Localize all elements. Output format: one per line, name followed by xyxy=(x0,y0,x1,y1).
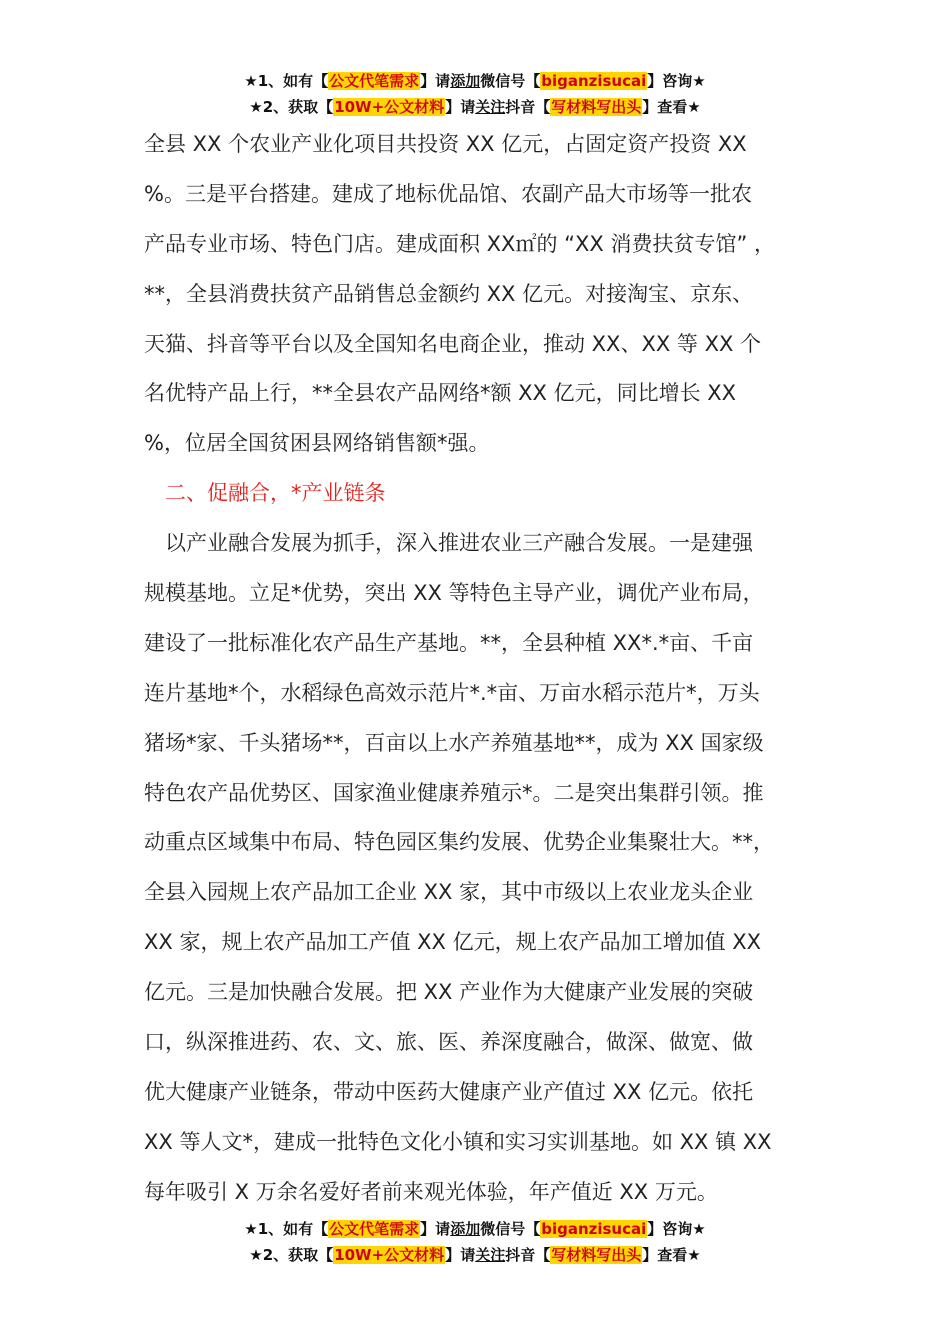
body-line: 以产业融合发展为抓手，深入推进农业三产融合发展。一是建强 xyxy=(144,531,753,556)
banner-text: 】请 xyxy=(420,1220,451,1238)
body-line: 全县入园规上农产品加工企业 XX 家，其中市级以上农业龙头企业 xyxy=(144,880,754,905)
body-line: XX 家，规上农产品加工产值 XX 亿元，规上农产品加工增加值 XX xyxy=(144,930,762,955)
banner-line-2 xyxy=(0,1242,950,1268)
body-line: 天猫、抖音等平台以及全国知名电商企业，推动 XX、XX 等 XX 个 xyxy=(144,331,762,356)
body-line: 亿元。三是加快融合发展。把 XX 产业作为大健康产业发展的突破 xyxy=(144,980,754,1005)
body-line: 全县 XX 个农业产业化项目共投资 XX 亿元，占固定资产投资 XX xyxy=(144,132,747,156)
body-line: %。三是平台搭建。建成了地标优品馆、农副产品大市场等一批农 xyxy=(144,181,752,206)
banner-text: 】查看★ xyxy=(642,98,701,116)
body-line: 规模基地。立足*优势，突出 XX 等特色主导产业，调优产业布局， xyxy=(144,581,764,606)
body-line: 口，纵深推进药、农、文、旅、医、养深度融合，做深、做宽、做 xyxy=(144,1030,753,1055)
body-line: XX 等人文*，建成一批特色文化小镇和实习实训基地。如 XX 镇 XX xyxy=(144,1129,772,1154)
body-line: 特色农产品优势区、国家渔业健康养殖示*。二是突出集群引领。推 xyxy=(144,780,764,805)
bottom-banner xyxy=(0,1216,950,1268)
body-line: 名优特产品上行，**全县农产品网络*额 XX 亿元，同比增长 XX xyxy=(144,381,737,406)
body-line: 产品专业市场、特色门店。建成面积 XX㎡的 “XX 消费扶贫专馆” ， xyxy=(144,231,776,256)
banner-text: 】查看★ xyxy=(642,1246,701,1264)
banner-highlight: biganzisucai xyxy=(541,72,647,90)
banner-highlight: 写材料写出头 xyxy=(551,1246,642,1264)
banner-line-1 xyxy=(0,1216,950,1242)
banner-highlight: 10W+公文材料 xyxy=(334,1246,445,1264)
body-line: **，全县消费扶贫产品销售总金额约 XX 亿元。对接淘宝、京东、 xyxy=(144,281,754,306)
banner-text: ★2、获取【 xyxy=(249,1246,334,1264)
banner-text: 】咨询★ xyxy=(647,72,706,90)
body-line: 每年吸引 X 万余名爱好者前来观光体验，年产值近 XX 万元。 xyxy=(144,1179,718,1204)
banner-text: 】请 xyxy=(445,1246,476,1264)
banner-text: ★2、获取【 xyxy=(249,98,334,116)
document-body xyxy=(144,120,812,1218)
banner-text: 微信号【 xyxy=(480,1220,541,1238)
body-line: 优大健康产业链条，带动中医药大健康产业产值过 XX 亿元。依托 xyxy=(144,1079,754,1104)
banner-text: 】请 xyxy=(420,72,451,90)
banner-line-1 xyxy=(0,68,950,94)
body-line: %，位居全国贫困县网络销售额*强。 xyxy=(144,431,490,456)
top-banner xyxy=(0,68,950,120)
banner-text: 抖音【 xyxy=(505,98,551,116)
banner-highlight: biganzisucai xyxy=(541,1220,647,1238)
banner-text: 抖音【 xyxy=(505,1246,551,1264)
body-line: 动重点区域集中布局、特色园区集约发展、优势企业集聚壮大。**， xyxy=(144,830,774,855)
body-line: 建设了一批标准化农产品生产基地。**，全县种植 XX*.*亩、千亩 xyxy=(144,630,754,655)
banner-underline: 添加 xyxy=(450,1220,481,1238)
banner-highlight: 10W+公文材料 xyxy=(334,98,445,116)
body-line: 连片基地*个，水稻绿色高效示范片*.*亩、万亩水稻示范片*，万头 xyxy=(144,680,760,705)
body-line: 猪场*家、千头猪场**，百亩以上水产养殖基地**，成为 XX 国家级 xyxy=(144,730,764,755)
banner-underline: 添加 xyxy=(450,72,481,90)
banner-text: 】请 xyxy=(445,98,476,116)
banner-underline: 关注 xyxy=(475,1246,506,1264)
banner-underline: 关注 xyxy=(475,98,506,116)
banner-text: 】咨询★ xyxy=(647,1220,706,1238)
banner-text: ★1、如有【 xyxy=(244,72,329,90)
banner-line-2 xyxy=(0,94,950,120)
section-heading: 二、促融合，*产业链条 xyxy=(144,481,386,506)
banner-highlight: 公文代笔需求 xyxy=(329,72,420,90)
banner-highlight: 写材料写出头 xyxy=(551,98,642,116)
banner-text: ★1、如有【 xyxy=(244,1220,329,1238)
banner-text: 微信号【 xyxy=(480,72,541,90)
banner-highlight: 公文代笔需求 xyxy=(329,1220,420,1238)
